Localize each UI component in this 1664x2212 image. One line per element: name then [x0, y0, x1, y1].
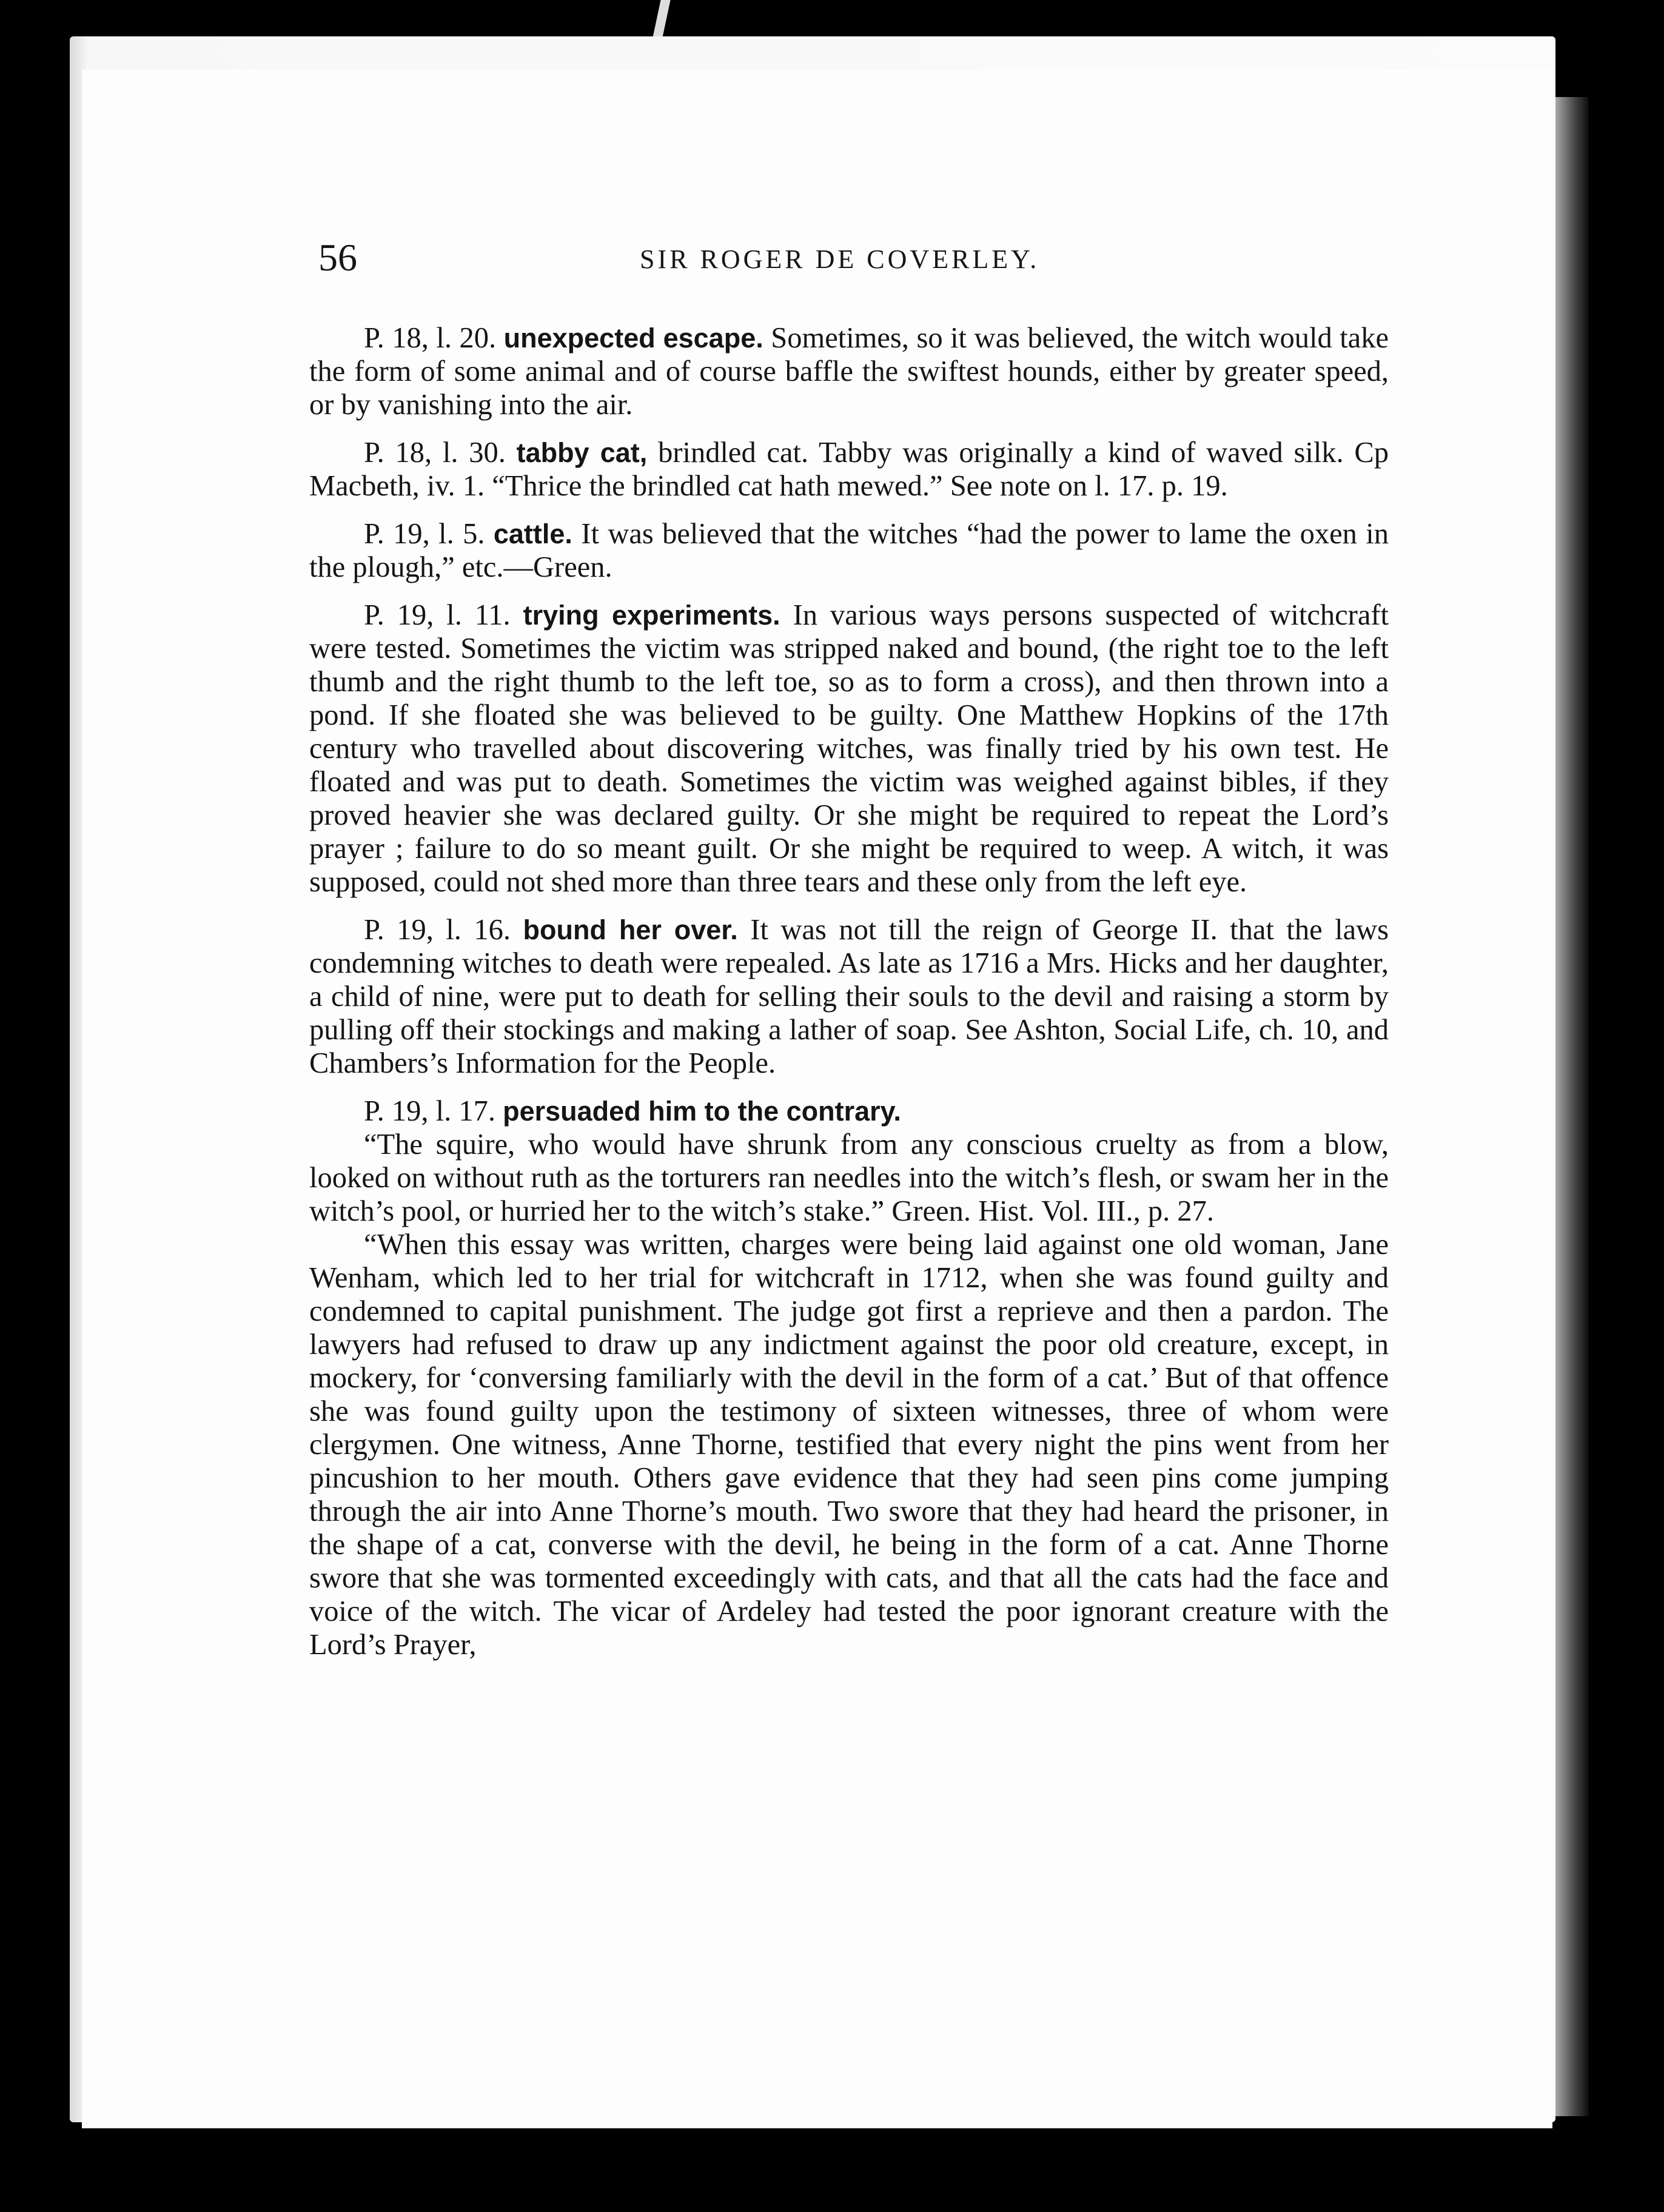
- book-edge: [1555, 97, 1589, 2116]
- note-text: It was believed that the witches “had the power to lame the oxen in the plough,” etc.—Green.: [309, 518, 1389, 583]
- note-5: [309, 913, 1389, 1080]
- quoted-paragraph: “The squire, who would have shrunk from any conscious cruelty as from a blow, looked on without ruth as the torturers ran needles into the witch’s flesh, or swam her in the witch’s pool, or hurried her to the witch’s stake.” Green. Hist. Vol. III., p. 27.: [309, 1128, 1389, 1227]
- note-reference: P. 19, l. 11.: [364, 599, 511, 631]
- note-text: brindled cat. Tabby was originally a kind of waved silk. Cp Macbeth, iv. 1. “Thrice the brindled cat hath mewed.” See note on l. 17. p. 19.: [309, 437, 1389, 502]
- note-reference: P. 19, l. 5.: [364, 518, 485, 550]
- note-6: [309, 1094, 1389, 1661]
- note-2: [309, 436, 1389, 503]
- note-paragraph: [309, 598, 1389, 899]
- note-reference: P. 19, l. 17.: [364, 1095, 495, 1127]
- note-text: It was not till the reign of George II. that the laws condemning witches to death were repealed. As late as 1716 a Mrs. Hicks and her daughter, a child of nine, were put to death for selling their souls to the devil and raising a storm by pulling off their stockings and making a lather of soap. See Ashton, Social Life, ch. 10, and Chambers’s Information for the People.: [309, 914, 1389, 1079]
- note-text: In various ways persons suspected of witchcraft were tested. Sometimes the victim was stripped naked and bound, (the right toe to the left thumb and the right thumb to the left toe, so as to form a cross), and then thrown into a pond. If she floated she was believed to be guilty. One Matthew Hopkins of the 17th century who travelled about discovering witches, was finally tried by his own test. He floated and was put to death. Sometimes the victim was weighed against bibles, if they proved heavier she was declared guilty. Or she might be required to repeat the Lord’s prayer ; failure to do so meant guilt. Or she might be required to weep. A witch, it was supposed, could not shed more than three tears and these only from the left eye.: [309, 599, 1389, 898]
- notes-content: [309, 321, 1389, 1661]
- note-4: [309, 598, 1389, 899]
- note-lemma: cattle.: [493, 518, 572, 549]
- note-paragraph: [309, 1094, 1389, 1128]
- note-lemma: unexpected escape.: [503, 323, 763, 354]
- note-lemma: persuaded him to the contrary.: [503, 1096, 901, 1127]
- note-lemma: trying experiments.: [523, 600, 780, 631]
- note-1: [309, 321, 1389, 421]
- note-text: Sometimes, so it was believed, the witch would take the form of some animal and of course baffle the swiftest hounds, either by greater speed, or by vanishing into the air.: [309, 322, 1389, 421]
- quoted-paragraph: “When this essay was written, charges were being laid against one old woman, Jane Wenham, which led to her trial for witchcraft in 1712, when she was found guilty and condemned to capital punishment. The judge got first a reprieve and then a pardon. The lawyers had refused to draw up any indictment against the poor old creature, except, in mockery, for ‘conversing familiarly with the devil in the form of a cat.’ But of that offence she was found guilty upon the testimony of sixteen witnesses, three of whom were clergymen. One witness, Anne Thorne, testified that every night the pins went from her pincushion to her mouth. Others gave evidence that they had seen pins come jumping through the air into Anne Thorne’s mouth. Two swore that they had heard the prisoner, in the shape of a cat, converse with the devil, he being in the form of a cat. Anne Thorne swore that she was tormented exceedingly with cats, and that all the cats had the face and voice of the witch. The vicar of Ardeley had tested the poor ignorant creature with the Lord’s Prayer,: [309, 1228, 1389, 1661]
- page-header: [318, 233, 1398, 282]
- note-3: [309, 517, 1389, 584]
- note-reference: P. 18, l. 20.: [364, 322, 497, 354]
- note-lemma: bound her over.: [523, 914, 738, 945]
- note-reference: P. 18, l. 30.: [364, 437, 506, 469]
- note-paragraph: [309, 321, 1389, 421]
- page-number: 56: [318, 236, 357, 279]
- running-title: SIR ROGER DE COVERLEY.: [640, 244, 1040, 274]
- note-paragraph: [309, 913, 1389, 1080]
- note-paragraph: [309, 517, 1389, 584]
- note-reference: P. 19, l. 16.: [364, 914, 511, 946]
- note-paragraph: [309, 436, 1389, 503]
- note-lemma: tabby cat,: [516, 437, 648, 468]
